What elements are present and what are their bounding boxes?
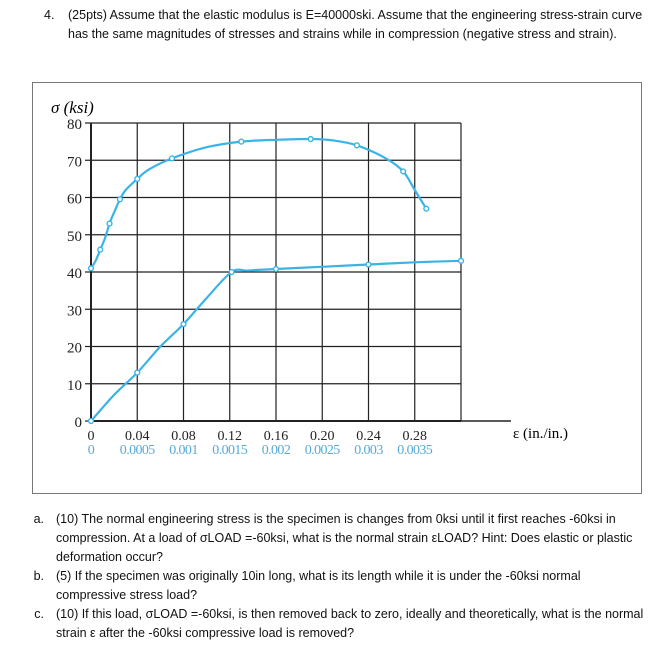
part-a-text: (10) The normal engineering stress is the specimen is changes from 0ksi until it first reaches -60ksi in compression. At a load of σLOAD =-60ksi, what is the normal strain εLOAD? Hint: Does elastic or plastic deformation occur? [56,512,633,564]
x-upper-tick-label: 0.12 [217,429,242,444]
data-point [274,267,279,272]
part-c [24,605,654,643]
x-upper-tick-label: 0.28 [402,429,427,444]
part-c-text: (10) If this load, σLOAD =-60ksi, is then removed back to zero, ideally and theoretically, what is the normal strain ε after the -60ksi compressive load is removed? [56,607,644,640]
data-point [98,247,103,252]
y-tick-label: 40 [67,266,82,282]
x-lower-tick-label: 0.0025 [304,443,340,458]
question-parts [24,510,654,643]
data-point [401,169,406,174]
data-point [107,221,112,226]
x-upper-tick-label: 0.08 [171,429,196,444]
data-point [459,258,464,263]
x-lower-tick-label: 0.0015 [212,443,248,458]
data-point [135,176,140,181]
part-c-letter: c. [34,607,44,621]
y-tick-label: 30 [67,303,82,320]
x-lower-tick-label: 0.0035 [397,443,433,458]
curve-upper-scale [91,139,426,268]
data-point [366,262,371,267]
x-upper-tick-label: 0.04 [125,429,150,444]
data-point [89,419,94,424]
x-upper-tick-label: 0.20 [310,429,335,444]
part-b-text: (5) If the specimen was originally 10in long, what is its length while it is under the -60ksi normal compressive stress load? [56,569,581,602]
x-lower-tick-label: 0.001 [169,443,198,458]
x-upper-tick-label: 0 [87,429,95,444]
y-tick-label: 80 [67,117,82,133]
part-a [24,510,654,567]
question-number: 4. [44,8,55,22]
x-lower-tick-label: 0 [87,443,95,458]
y-tick-label: 70 [67,154,82,171]
data-point [355,143,360,148]
data-point [229,270,234,275]
x-axis-title: ε (in./in.) [513,426,569,442]
x-lower-tick-label: 0.002 [261,443,291,458]
question-text: (25pts) Assume that the elastic modulus is E=40000ski. Assume that the engineering stress-strain curve has the same magnitudes of stresses and strains while in compression (negative stress and strain). [68,8,643,41]
data-point [181,322,186,327]
stress-strain-figure [32,82,642,494]
data-point [89,266,94,271]
y-tick-label: 60 [67,191,82,208]
y-tick-label: 0 [74,415,82,431]
part-b [24,567,654,605]
data-point [118,197,123,202]
x-upper-tick-label: 0.16 [263,429,289,444]
data-point [424,206,429,211]
y-tick-label: 10 [67,377,82,394]
y-axis-title: σ (ksi) [51,98,94,117]
stress-strain-chart [33,83,641,493]
part-b-letter: b. [33,569,44,583]
data-point [308,137,313,142]
y-tick-label: 50 [67,228,82,245]
part-a-letter: a. [33,512,44,526]
data-point [170,156,175,161]
x-upper-tick-label: 0.24 [356,429,381,444]
data-point [239,139,244,144]
data-point [135,370,140,375]
y-tick-label: 20 [67,340,82,357]
x-lower-tick-label: 0.0005 [119,443,155,458]
x-lower-tick-label: 0.003 [354,443,383,458]
